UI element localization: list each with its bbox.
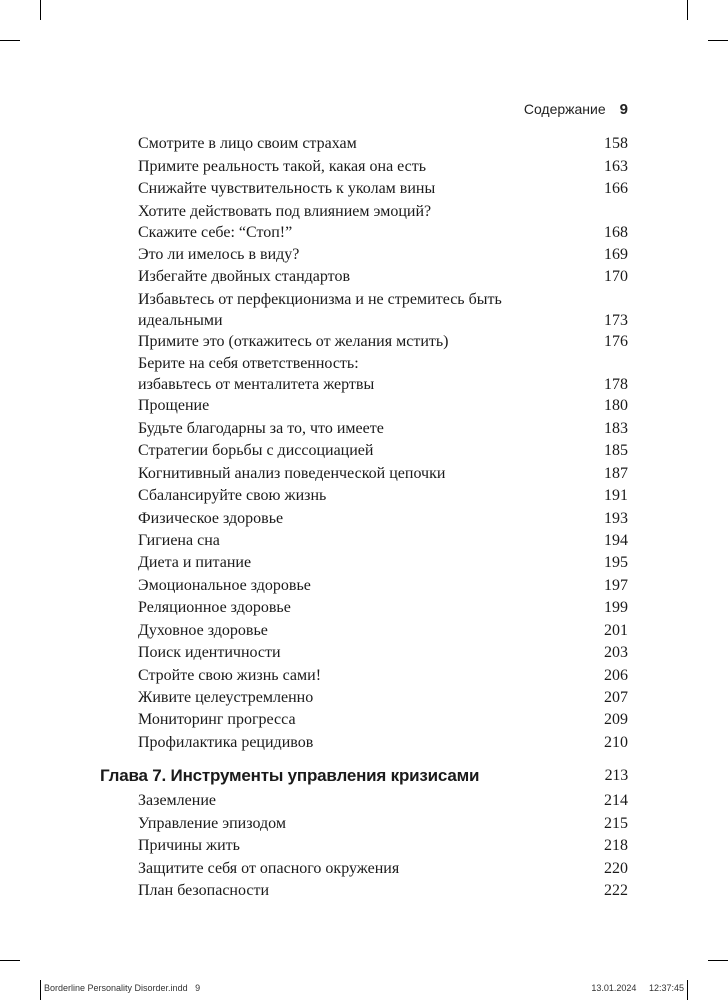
toc-entry-title: Эмоциональное здоровье xyxy=(138,577,311,594)
toc-entry-page: 218 xyxy=(604,837,628,854)
toc-entry-title: Избегайте двойных стандартов xyxy=(138,268,351,285)
toc-entry-title: Хотите действовать под влиянием эмоций? xyxy=(138,203,432,220)
chapter-title: Глава 7. Инструменты управления кризисами xyxy=(100,766,480,785)
chapter-heading xyxy=(100,765,628,787)
toc-entry-page: 173 xyxy=(604,312,628,329)
toc-entry xyxy=(138,289,628,332)
toc-entry-title: Берите на себя ответственность: xyxy=(138,355,359,372)
toc-entry-title: Стратегии борьбы с диссоциацией xyxy=(138,442,374,459)
toc-entry-page: 183 xyxy=(604,420,628,437)
toc-entry-title: Реляционное здоровье xyxy=(138,599,291,616)
toc-entry xyxy=(138,353,628,396)
toc-entry-title: Управление эпизодом xyxy=(138,815,286,832)
header-page-number: 9 xyxy=(619,101,628,118)
toc-entry-title: Стройте свою жизнь сами! xyxy=(138,667,322,684)
toc-entry-title-continued: избавьтесь от менталитета жертвы xyxy=(138,376,375,393)
toc-entry-title: Духовное здоровье xyxy=(138,622,268,639)
toc-entry-title: Мониторинг прогресса xyxy=(138,711,296,728)
toc-entry xyxy=(138,732,628,754)
header-section: Содержание xyxy=(523,101,606,117)
toc-entry-page: 168 xyxy=(604,224,628,241)
toc-entry-title: Примите реальность такой, какая она есть xyxy=(138,158,427,175)
toc-entry-title: Прощение xyxy=(138,397,210,414)
toc-entry xyxy=(138,156,628,178)
toc-entry xyxy=(138,858,628,880)
toc-entry xyxy=(138,463,628,485)
toc-entry-page: 194 xyxy=(604,532,628,549)
toc-entry xyxy=(138,418,628,440)
toc-entry-title: Сбалансируйте свою жизнь xyxy=(138,487,327,504)
toc-entry xyxy=(138,552,628,574)
toc-entry-page: 201 xyxy=(604,622,628,639)
slug-timestamp xyxy=(591,983,684,993)
toc-entry-title: Защитите себя от опасного окружения xyxy=(138,860,400,877)
toc-entry xyxy=(138,485,628,507)
toc-entry-page: 170 xyxy=(604,268,628,285)
toc-entry xyxy=(138,575,628,597)
toc-entry-title: Причины жить xyxy=(138,837,240,854)
toc-entry-page: 185 xyxy=(604,442,628,459)
toc-entry xyxy=(138,331,628,353)
toc-entry-title-continued: идеальными xyxy=(138,312,223,329)
toc-entry-title-continued: Скажите себе: “Стоп!” xyxy=(138,224,293,241)
toc-entry-page: 203 xyxy=(604,644,628,661)
toc-entry-title: Избавьтесь от перфекционизма и не стремитесь быть xyxy=(138,291,502,308)
toc-entry xyxy=(138,266,628,288)
slug-time: 12:37:45 xyxy=(648,983,684,993)
toc-entry-title: Профилактика рецидивов xyxy=(138,734,314,751)
toc-entry-title: Когнитивный анализ поведенческой цепочки xyxy=(138,465,446,482)
toc-entry xyxy=(138,395,628,417)
toc-entry xyxy=(138,880,628,902)
toc-entry xyxy=(138,244,628,266)
toc-entry-title: Смотрите в лицо своим страхам xyxy=(138,135,357,152)
toc-entry-page: 166 xyxy=(604,180,628,197)
toc-entry xyxy=(138,642,628,664)
toc-entry xyxy=(138,665,628,687)
toc-entry-page: 206 xyxy=(604,667,628,684)
toc-entry-page: 209 xyxy=(604,711,628,728)
toc-entry-page: 207 xyxy=(604,689,628,706)
toc-entry xyxy=(138,620,628,642)
toc-entry-page: 193 xyxy=(604,510,628,527)
toc-entry xyxy=(138,178,628,200)
toc-entry-page: 187 xyxy=(604,465,628,482)
toc-entry-page: 195 xyxy=(604,554,628,571)
toc-entry-page: 197 xyxy=(604,577,628,594)
toc-entry-title: Диета и питание xyxy=(138,554,252,571)
slug-date: 13.01.2024 xyxy=(591,983,637,993)
toc-entry-page: 163 xyxy=(604,158,628,175)
toc-entry-page: 210 xyxy=(604,734,628,751)
toc-entry xyxy=(138,440,628,462)
toc-entry-page: 180 xyxy=(604,397,628,414)
slug-filename: Borderline Personality Disorder.indd xyxy=(44,983,188,993)
toc-entry xyxy=(138,597,628,619)
toc-entry xyxy=(138,813,628,835)
toc-entry xyxy=(138,835,628,857)
toc-entry xyxy=(138,790,628,812)
toc-entry-page: 220 xyxy=(604,860,628,877)
toc-entry-title: Будьте благодарны за то, что имеете xyxy=(138,420,384,437)
toc-entry-title: Живите целеустремленно xyxy=(138,689,314,706)
toc-entry-page: 169 xyxy=(604,246,628,263)
toc-entry-page: 199 xyxy=(604,599,628,616)
toc-entry-title: Физическое здоровье xyxy=(138,510,284,527)
toc-entry-title: План безопасности xyxy=(138,882,270,899)
toc-entry xyxy=(138,133,628,155)
slug-sheet: 9 xyxy=(195,983,201,993)
toc-entry xyxy=(138,530,628,552)
toc-entry xyxy=(138,687,628,709)
toc-entry-page: 191 xyxy=(604,487,628,504)
toc-entry-page: 222 xyxy=(604,882,628,899)
toc-entry-title: Заземление xyxy=(138,792,216,809)
toc-entry-page: 176 xyxy=(604,333,628,350)
toc-entry xyxy=(138,709,628,731)
toc-entry-page: 215 xyxy=(604,815,628,832)
toc-entry-title: Это ли имелось в виду? xyxy=(138,246,300,263)
toc-entry-page: 178 xyxy=(604,376,628,393)
slug-file xyxy=(44,983,200,993)
toc-entry-title: Гигиена сна xyxy=(138,532,220,549)
toc-entry-page: 214 xyxy=(604,792,628,809)
toc-entry-page: 158 xyxy=(604,135,628,152)
toc-entry-title: Примите это (откажитесь от желания мстить) xyxy=(138,333,449,350)
toc-entry-title: Поиск идентичности xyxy=(138,644,281,661)
toc-entry xyxy=(138,508,628,530)
toc-entry xyxy=(138,201,628,244)
chapter-page: 213 xyxy=(604,767,628,784)
toc-entry-title: Снижайте чувствительность к уколам вины xyxy=(138,180,436,197)
